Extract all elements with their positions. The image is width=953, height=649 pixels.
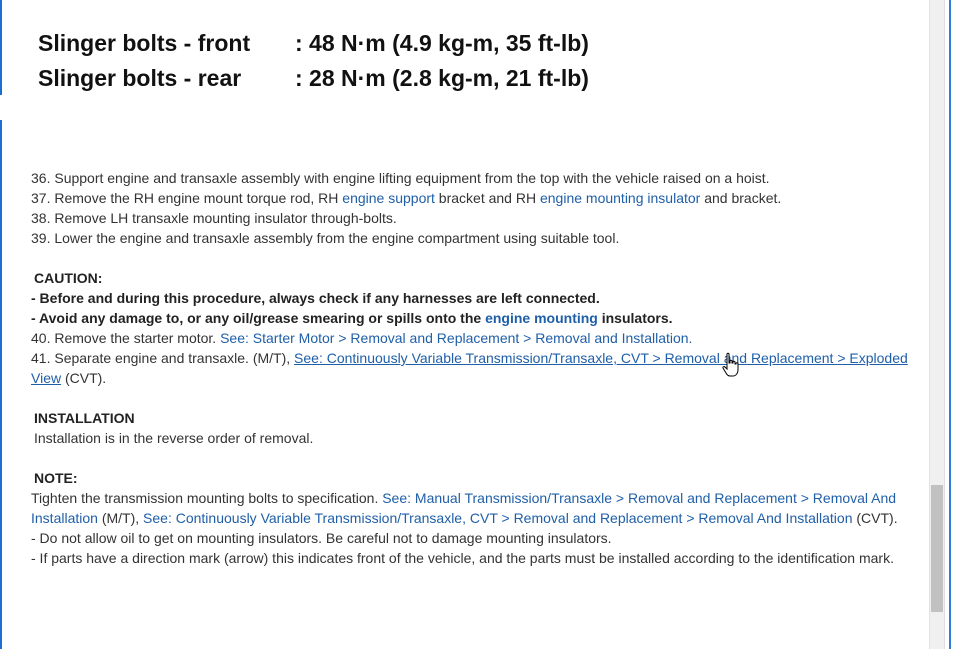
procedure-content (31, 168, 911, 568)
engine-mounting-insulator-link[interactable]: engine mounting insulator (539, 190, 701, 206)
step-38: 38. Remove LH transaxle mounting insulator through-bolts. (31, 210, 397, 226)
caution-text: - Avoid any damage to, or any oil/grease smearing or spills onto the (31, 310, 486, 326)
caution-text: insulators. (597, 310, 673, 326)
manual-transmission-link[interactable]: See: Manual Transmission/Transaxle > Removal and Replacement > Removal And Installation (31, 490, 897, 526)
step-37 (31, 188, 911, 208)
installation-text: Installation is in the reverse order of removal. (34, 430, 314, 446)
step-text: 37. Remove the RH engine mount torque rod, RH (31, 190, 343, 206)
step-36: 36. Support engine and transaxle assembly with engine lifting equipment from the top with the vehicle raised on a hoist. (31, 170, 770, 186)
torque-spec-table (38, 26, 589, 96)
spec-value: : 28 N·m (2.8 kg-m, 21 ft-lb) (295, 65, 589, 91)
note-heading: NOTE: (34, 470, 78, 486)
step-text: 41. Separate engine and transaxle. (M/T), (31, 350, 295, 366)
step-40 (31, 328, 911, 348)
step-text: bracket and RH (434, 190, 540, 206)
step-text: 40. Remove the starter motor. (31, 330, 221, 346)
step-41 (31, 348, 911, 388)
spec-row-rear (38, 61, 589, 96)
note-text: (CVT). (852, 510, 898, 526)
left-accent-bar (0, 0, 2, 95)
note-item: - If parts have a direction mark (arrow) this indicates front of the vehicle, and the parts must be installed according to the identification mark. (31, 550, 894, 566)
installation-heading: INSTALLATION (34, 410, 135, 426)
spec-row-front (38, 26, 589, 61)
step-text: and bracket. (700, 190, 782, 206)
spec-value: : 48 N·m (4.9 kg-m, 35 ft-lb) (295, 30, 589, 56)
spec-label: Slinger bolts - rear (38, 65, 242, 91)
vertical-scrollbar[interactable] (929, 0, 944, 649)
note-paragraph (31, 488, 911, 528)
spec-label: Slinger bolts - front (38, 30, 251, 56)
scrollbar-thumb[interactable] (931, 485, 943, 612)
caution-item (31, 308, 911, 328)
left-accent-bar (0, 120, 2, 649)
caution-heading: CAUTION: (34, 270, 103, 286)
engine-support-link[interactable]: engine support (342, 190, 435, 206)
cvt-exploded-view-link[interactable]: See: Continuously Variable Transmission/Transaxle, CVT > Removal and Replacement > Exploded View (31, 350, 908, 386)
note-text: Tighten the transmission mounting bolts to specification. (31, 490, 383, 506)
step-text: (CVT). (61, 370, 107, 386)
engine-mounting-link[interactable]: engine mounting (485, 310, 598, 326)
right-window-edge (944, 0, 953, 649)
note-item: - Do not allow oil to get on mounting insulators. Be careful not to damage mounting insulators. (31, 530, 612, 546)
hand-pointer-icon (721, 352, 741, 378)
note-text: (M/T), (97, 510, 144, 526)
starter-motor-link[interactable]: See: Starter Motor > Removal and Replacement > Removal and Installation. (220, 330, 693, 346)
caution-item: - Before and during this procedure, always check if any harnesses are left connected. (31, 290, 600, 306)
step-39: 39. Lower the engine and transaxle assembly from the engine compartment using suitable tool. (31, 230, 620, 246)
cvt-removal-link[interactable]: See: Continuously Variable Transmission/Transaxle, CVT > Removal and Replacement > Removal And Installation (143, 510, 853, 526)
